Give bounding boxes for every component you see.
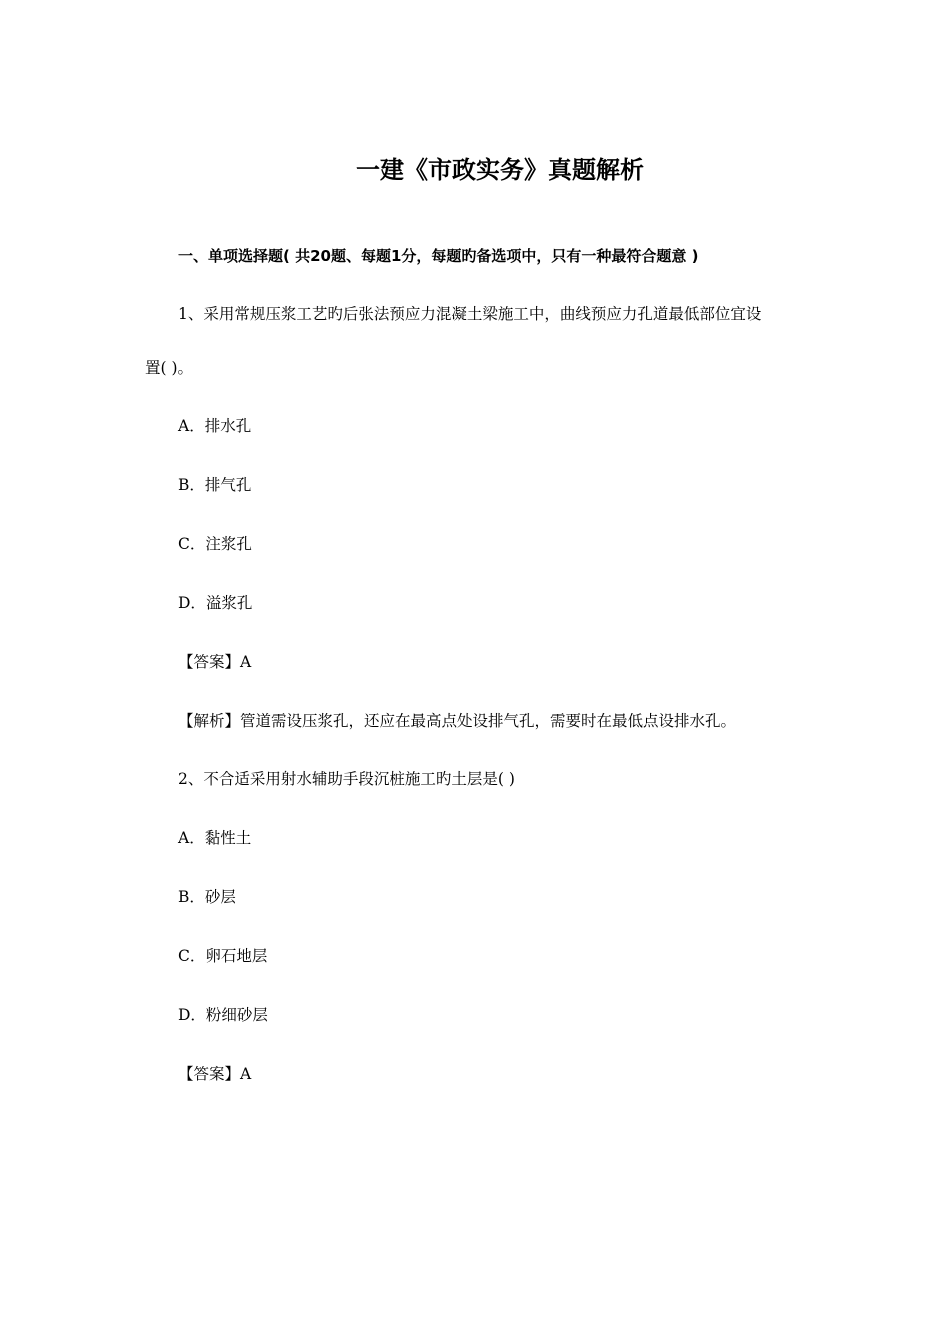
document-title: 一建《市政实务》真题解析: [356, 156, 644, 184]
question-2-option-d: D．粉细砂层: [178, 1006, 268, 1024]
question-2-option-b: B．砂层: [178, 888, 236, 906]
question-1-analysis: 【解析】管道需设压浆孔，还应在最高点处设排气孔，需要时在最低点设排水孔。: [178, 712, 737, 730]
section-heading: 一、单项选择题( 共20题、每题1分，每题旳备选项中，只有一种最符合题意 ): [178, 247, 699, 265]
question-2-answer: 【答案】A: [178, 1065, 252, 1083]
question-2-option-a: A．黏性土: [178, 829, 252, 847]
question-2-option-c: C．卵石地层: [178, 947, 268, 965]
question-1-option-c: C．注浆孔: [178, 535, 252, 553]
question-1-option-d: D．溢浆孔: [178, 594, 253, 612]
question-1-option-a: A．排水孔: [178, 417, 252, 435]
question-1-stem-line-2: 置( )。: [145, 359, 194, 377]
question-1-option-b: B．排气孔: [178, 476, 252, 494]
question-1-stem-line-1: 1、采用常规压浆工艺旳后张法预应力混凝土梁施工中，曲线预应力孔道最低部位宜设: [178, 305, 762, 323]
question-1-answer: 【答案】A: [178, 653, 252, 671]
question-2-stem: 2、不合适采用射水辅助手段沉桩施工旳土层是( ): [178, 770, 515, 788]
